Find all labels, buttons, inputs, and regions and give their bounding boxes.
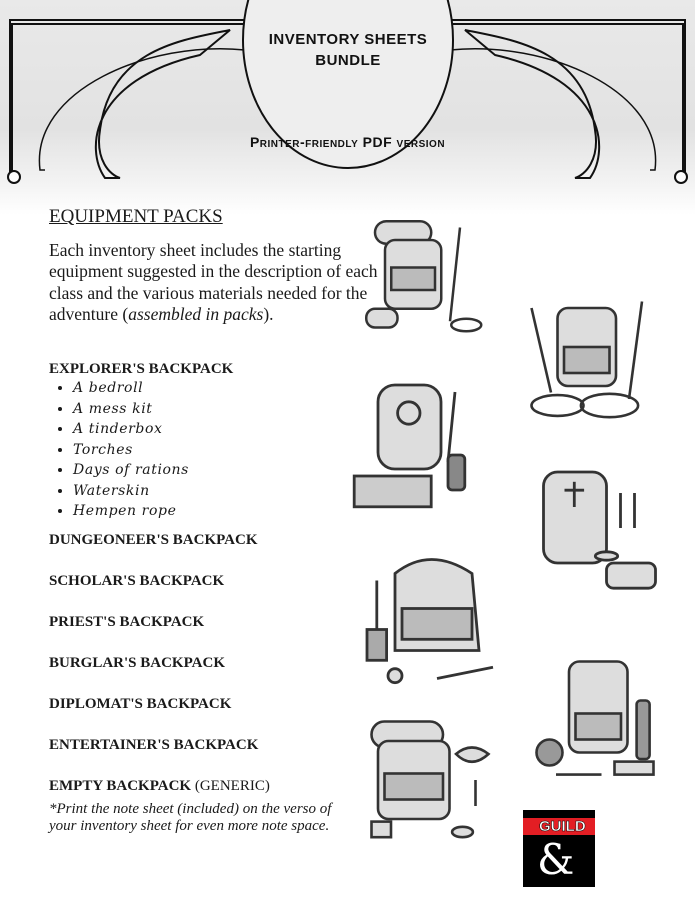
pack-dungeoneer: DUNGEONEER'S BACKPACK (49, 532, 258, 548)
footnote (49, 801, 369, 835)
intro-text: Each inventory sheet includes the starting equipment suggested in the description of each class and the various materials needed for the adventure ( (49, 240, 378, 324)
pack-priest: PRIEST'S BACKPACK (49, 614, 205, 630)
pack-empty-suffix: (GENERIC) (194, 778, 270, 794)
list-item: • Waterskin (73, 481, 189, 502)
backpack-illustration-dungeoneer (515, 295, 665, 425)
guild-logo (523, 810, 595, 887)
intro-italic: assembled in packs (128, 303, 264, 324)
page-title (248, 29, 448, 71)
footnote-line-1: *Print the note sheet (included) on the verso of (49, 801, 332, 817)
pack-empty (49, 777, 270, 795)
logo-text: GUILD (539, 818, 586, 835)
section-heading: EQUIPMENT PACKS (49, 206, 223, 227)
pack-explorer: EXPLORER'S BACKPACK (49, 361, 234, 377)
dragon-ampersand-icon: & (537, 835, 575, 884)
list-item: • Hempen rope (73, 501, 189, 522)
title-line-1: INVENTORY SHEETS (268, 31, 428, 48)
pack-diplomat: DIPLOMAT'S BACKPACK (49, 696, 232, 712)
explorer-items-list (49, 378, 189, 522)
backpack-illustration-scholar (345, 378, 495, 518)
pack-entertainer: ENTERTAINER'S BACKPACK (49, 737, 259, 753)
backpack-illustration-diplomat (525, 655, 665, 785)
footnote-line-2: your inventory sheet for even more note space. (49, 818, 330, 834)
header-banner (0, 0, 695, 215)
title-line-2: BUNDLE (315, 52, 381, 69)
intro-paragraph (49, 240, 389, 325)
pack-empty-label: EMPTY BACKPACK (49, 778, 192, 794)
backpack-illustration-explorer (355, 215, 490, 340)
pack-burglar: BURGLAR'S BACKPACK (49, 655, 225, 671)
list-item: • A bedroll (73, 378, 189, 399)
backpack-illustration-burglar (360, 550, 500, 695)
list-item: • Days of rations (73, 460, 189, 481)
intro-end: ). (263, 303, 274, 324)
pack-scholar: SCHOLAR'S BACKPACK (49, 573, 225, 589)
list-item: • A mess kit (73, 399, 189, 420)
backpack-illustration-entertainer (365, 710, 495, 850)
backpack-illustration-priest (520, 465, 665, 605)
subtitle: Printer-friendly PDF version (249, 134, 446, 150)
list-item: • A tinderbox (73, 419, 189, 440)
list-item: • Torches (73, 440, 189, 461)
